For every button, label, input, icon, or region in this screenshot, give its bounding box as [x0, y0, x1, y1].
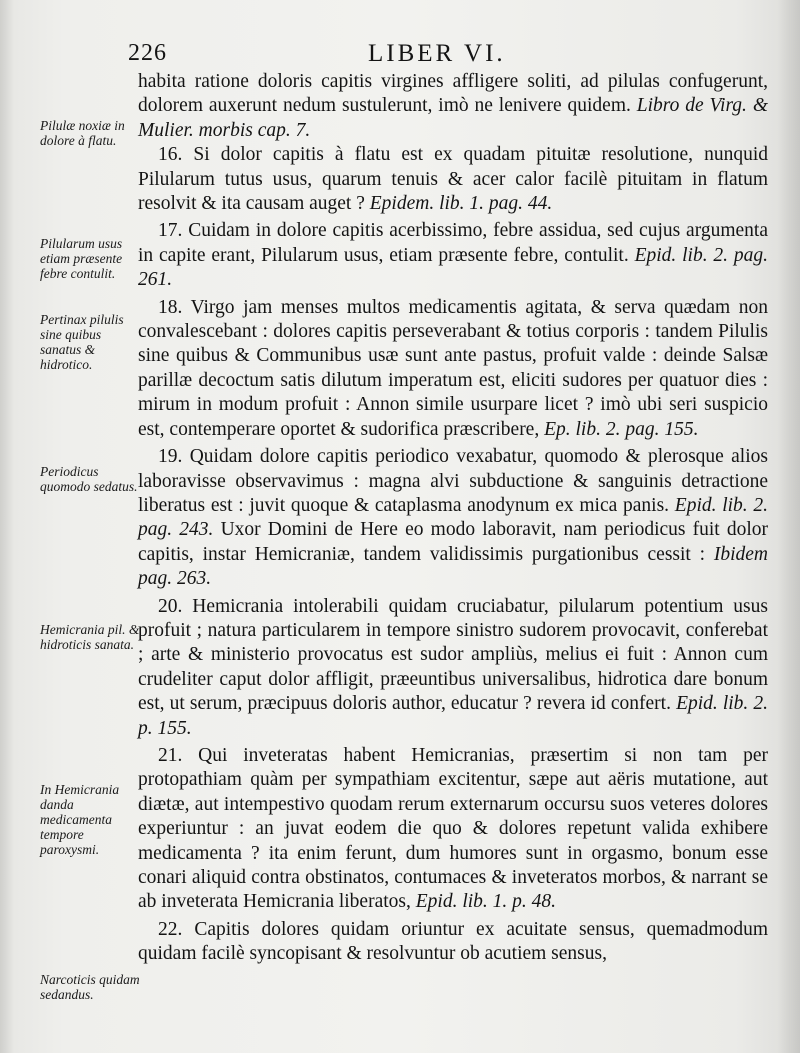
paragraph-text-continued: Uxor Domini de Here eo modo laboravit, nam periodicus fuit dolor capitis, instar Hemicraniæ, tandem validissimis purgationibus cessit : [138, 519, 769, 565]
margin-note-6: In Hemicrania danda medicamenta tempore paroxysmi. [40, 782, 120, 857]
margin-note-7: Narcoticis quidam sedandus. [40, 972, 140, 1002]
running-title: LIBER VI. [368, 40, 506, 67]
paragraph-text: 21. Qui inveteratas habent Hemicranias, præsertim si non tam per protopathiam quàm per sympathiam excitentur, sæpe aut aëris mutatione, aut diætæ, aut intempestivo quodam rerum externarum occursu suos veteres dolores experiuntur : an juvat eodem die quo & dolores repetunt valida exhibere medicamenta ? ita enim ferunt, dum humores sunt in orgasmo, bonum esse conari aliquid contra obstinatos, contumaces & inveteratos morbos, & narrant se ab inveterata Hemicrania liberatos, [138, 744, 768, 913]
paragraph-text: 16. Si dolor capitis à flatu est ex quadam pituitæ resolutione, nunquid Pilularum tutus usus, quarum tenuis & acer calor facilè pituitam in flatum resolvit & ita causam auget ? [138, 144, 768, 215]
paragraph-19 [138, 445, 768, 591]
paragraph-22 [138, 918, 768, 967]
main-text [138, 70, 768, 967]
citation: Epid. lib. 1. p. 48. [415, 891, 557, 913]
paragraph-21 [138, 744, 768, 915]
paragraph-16 [138, 143, 768, 216]
gutter-shadow [0, 0, 14, 1053]
page-number: 226 [128, 40, 167, 66]
paragraph-15-continuation [138, 70, 768, 143]
citation-ibidem: Ibidem pag. 263. [138, 543, 768, 590]
paragraph-text: 19. Quidam dolore capitis periodico vexabatur, quomodo & plerosque alios laboravisse observavimus : magna alvi subductione & sanguinis detractione liberatus est : juvit quoque & cataplasma anodynum ex mica panis. [138, 446, 768, 516]
paragraph-text: 22. Capitis dolores quidam oriuntur ex acuitate sensus, quemadmodum quidam facilè syncopisant & resolvuntur ob acutiem sensus, [138, 918, 768, 965]
paragraph-text: 18. Virgo jam menses multos medicamentis agitata, & serva quædam non convalescebant : dolores capitis perseverabant & totius corporis : tandem Pilulis sine quibus & Communibus usæ sunt ante pastus, profuit valde : deinde Salsæ parillæ decoctum satis dilutum imperatum est, eliciti sudores per quatuor dies : mirum in modum profuit : Annon simile usurpare licet ? imò ubi seri suspicio est, contemperare oportet & sudorifica præscribere, [138, 296, 768, 440]
paragraph-18 [138, 296, 768, 442]
margin-note-3: Pertinax pilulis sine quibus sanatus & hidrotico. [40, 312, 124, 372]
citation: Ep. lib. 2. pag. 155. [544, 418, 699, 440]
citation: Libro de Virg. & Mulier. morbis cap. 7. [138, 95, 768, 141]
paragraph-text: 17. Cuidam in dolore capitis acerbissimo, febre assidua, sed cujus argumenta in capite erant, Pilularum usus, etiam præsente febre, contulit. [138, 220, 768, 266]
citation: Epid. lib. 2. pag. 243. [138, 494, 769, 541]
citation: Epid. lib. 2. p. 155. [138, 693, 769, 739]
page-header [0, 40, 800, 70]
margin-note-4: Periodicus quomodo sedatus. [40, 464, 138, 494]
paragraph-text: 20. Hemicrania intolerabili quidam cruciabatur, pilularum potentium usus profuit ; natura particularem in tempore sinistro sudorem provocavit, conferebat ; arte & ministerio provocatus est sudor ampliùs, melius ei fuit : Annon cum crudeliter caput dolor affligit, præeuntibus universalibus, hidrotica dare bonum est, ut serum, præcipuus doloris author, educatur ? revera id confert. [138, 595, 768, 715]
citation: Epid. lib. 2. pag. 261. [138, 244, 769, 291]
margin-note-5: Hemicrania pil. & hidroticis sanata. [40, 622, 140, 652]
citation: Epidem. lib. 1. pag. 44. [369, 193, 553, 215]
paragraph-text: habita ratione doloris capitis virgines affligere soliti, ad pilulas confugerunt, dolorem auxerunt nedum sustulerunt, imò ne lenivere quidem. [138, 71, 768, 117]
margin-note-2: Pilularum usus etiam præsente febre contulit. [40, 236, 123, 281]
page-edge-shadow [778, 0, 800, 1053]
paragraph-17 [138, 219, 768, 292]
margin-note-1: Pilulæ noxiæ in dolore à flatu. [40, 118, 125, 148]
paragraph-20 [138, 595, 768, 741]
